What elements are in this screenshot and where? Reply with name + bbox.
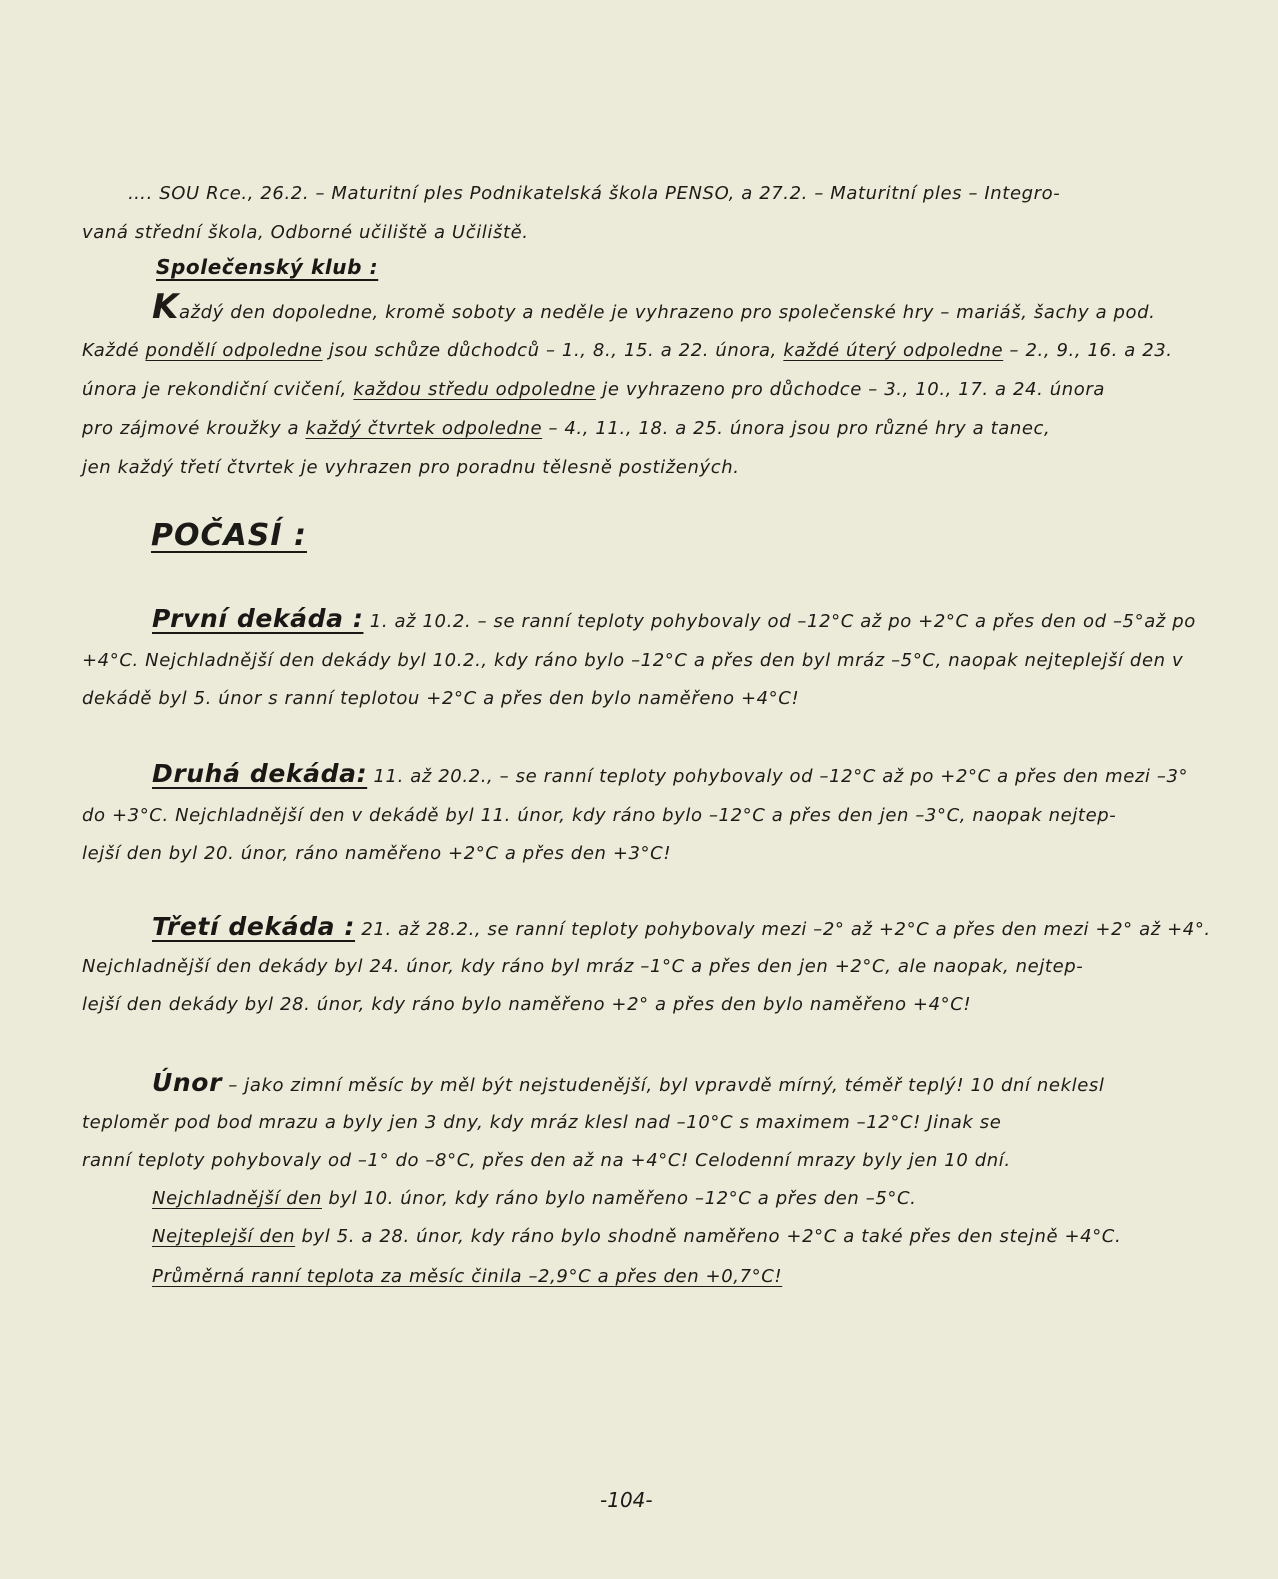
february-coldest-line [152, 1180, 916, 1218]
page-number: -104- [600, 1488, 653, 1512]
club-text: aždý den dopoledne, kromě soboty a neděle je vyhrazeno pro společenské hry – mariáš, šachy a pod. [178, 302, 1156, 323]
club-paragraph-line-1 [152, 288, 1156, 332]
club-text: – 2., 9., 16. a 23. [1003, 340, 1173, 361]
decade-3-heading: Třetí dekáda : [152, 912, 356, 941]
decade-2-line-1 [152, 755, 1188, 796]
club-underlined-text: každou středu odpoledne [353, 379, 596, 400]
february-text: byl 10. únor, kdy ráno bylo naměřeno –12°C a přes den –5°C. [322, 1188, 917, 1209]
club-text: – 4., 11., 18. a 25. února jsou pro různé hry a tanec, [542, 418, 1051, 439]
decade-3-line-3: lejší den dekády byl 28. únor, kdy ráno bylo naměřeno +2° a přes den bylo naměřeno +4°C! [82, 994, 972, 1015]
decade-text: 11. až 20.2., – se ranní teploty pohybovaly od –12°C až po +2°C a přes den mezi –3° [367, 766, 1189, 787]
february-text: byl 5. a 28. únor, kdy ráno bylo shodně naměřeno +2°C a také přes den stejně +4°C. [295, 1226, 1122, 1247]
club-dropcap: K [152, 287, 179, 327]
weather-title: POČASÍ : [151, 518, 307, 553]
february-line-1 [152, 1064, 1104, 1105]
club-text: jsou schůze důchodců – 1., 8., 15. a 22. února, [322, 340, 784, 361]
club-heading: Společenský klub : [156, 255, 379, 279]
february-line-3: ranní teploty pohybovaly od –1° do –8°C, přes den až na +4°C! Celodenní mrazy byly jen 10 dní. [82, 1150, 1011, 1171]
decade-1-line-2: +4°C. Nejchladnější den dekády byl 10.2., kdy ráno bylo –12°C a přes den byl mráz –5°C, naopak nejteplejší den v [82, 650, 1184, 671]
decade-text: 21. až 28.2., se ranní teploty pohybovaly mezi –2° až +2°C a přes den mezi +2° až +4°. [355, 919, 1211, 940]
coldest-label: Nejchladnější den [152, 1188, 322, 1209]
decade-2-line-2: do +3°C. Nejchladnější den v dekádě byl 11. únor, kdy ráno bylo –12°C a přes den jen –3°C, naopak nejtep- [82, 805, 1117, 826]
club-paragraph-line-3 [82, 371, 1105, 409]
decade-2-heading: Druhá dekáda: [152, 759, 368, 788]
club-underlined-text: pondělí odpoledne [145, 340, 323, 361]
february-dropword: Únor [152, 1068, 223, 1097]
february-warmest-line [152, 1218, 1121, 1256]
decade-3-line-1 [152, 908, 1211, 949]
february-text: – jako zimní měsíc by měl být nejstudenější, byl vpravdě mírný, téměř teplý! 10 dní neklesl [222, 1075, 1105, 1096]
decade-3-line-2: Nejchladnější den dekády byl 24. únor, kdy ráno byl mráz –1°C a přes den jen +2°C, ale naopak, nejtep- [82, 956, 1084, 977]
club-text: je vyhrazeno pro důchodce – 3., 10., 17. a 24. února [595, 379, 1106, 400]
club-text: pro zájmové kroužky a [82, 418, 306, 439]
decade-1-heading: První dekáda : [152, 604, 364, 633]
club-paragraph-line-5: jen každý třetí čtvrtek je vyhrazen pro poradnu tělesně postižených. [82, 457, 740, 478]
february-line-2: teploměr pod bod mrazu a byly jen 3 dny, kdy mráz klesl nad –10°C s maximem –12°C! Jinak se [82, 1112, 1002, 1133]
decade-2-line-3: lejší den byl 20. únor, ráno naměřeno +2°C a přes den +3°C! [82, 843, 672, 864]
decade-1-line-3: dekádě byl 5. únor s ranní teplotou +2°C a přes den bylo naměřeno +4°C! [82, 688, 800, 709]
club-underlined-text: každé úterý odpoledne [783, 340, 1004, 361]
warmest-label: Nejteplejší den [152, 1226, 296, 1247]
february-average-line: Průměrná ranní teplota za měsíc činila –2,9°C a přes den +0,7°C! [152, 1266, 783, 1287]
decade-1-line-1 [152, 600, 1196, 641]
club-underlined-text: každý čtvrtek odpoledne [305, 418, 543, 439]
club-text: Každé [82, 340, 146, 361]
intro-line-1: …. SOU Rce., 26.2. – Maturitní ples Podnikatelská škola PENSO, a 27.2. – Maturitní ples – Integro- [128, 183, 1061, 204]
club-text: února je rekondiční cvičení, [82, 379, 354, 400]
club-paragraph-line-2 [82, 332, 1173, 370]
decade-text: 1. až 10.2. – se ranní teploty pohybovaly od –12°C až po +2°C a přes den od –5°až po [363, 611, 1196, 632]
intro-line-2: vaná střední škola, Odborné učiliště a Učiliště. [82, 222, 529, 243]
club-paragraph-line-4 [82, 410, 1050, 448]
